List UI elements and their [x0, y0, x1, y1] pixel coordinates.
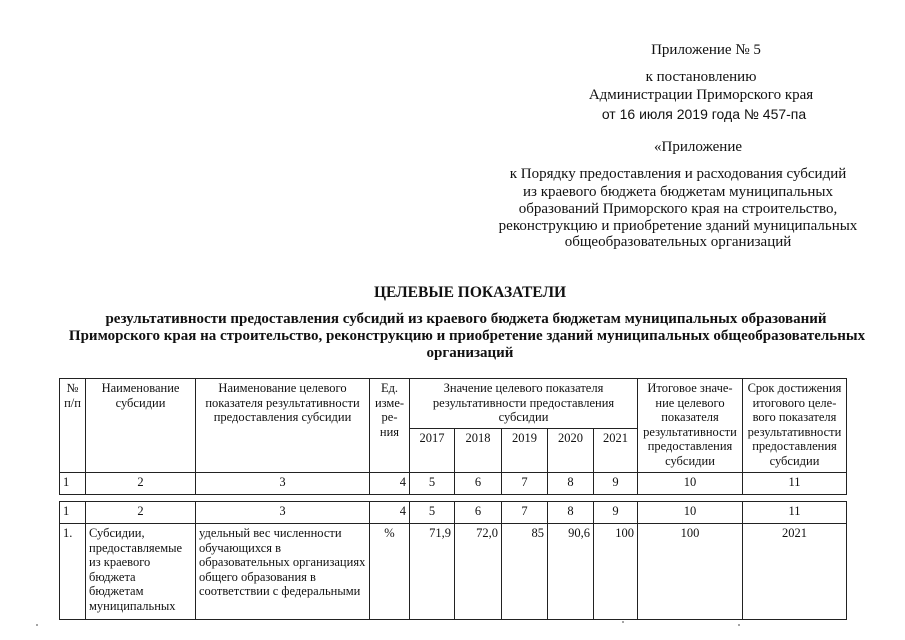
numbering-cell: 4 — [370, 502, 410, 524]
numbering-cell: 4 — [370, 473, 410, 495]
header-year-2020: 2020 — [548, 429, 594, 473]
numbering-cell: 9 — [594, 473, 638, 495]
subtitle-line-1: результативности предоставления субсидий из краевого бюджета бюджетам муниципальных образований — [105, 311, 827, 327]
header-num: № п/п — [60, 379, 86, 473]
numbering-cell: 8 — [548, 473, 594, 495]
subtitle-line-3: организаций — [426, 345, 514, 361]
header-values-group: Значение целевого показателя результативности предоставления субсидии — [410, 379, 638, 429]
header-deadline: Срок достижения итогового целе-вого показателя результативности предоставления субсидии — [743, 379, 847, 473]
order-line-2: из краевого бюджета бюджетам муниципальных — [522, 184, 834, 200]
row-unit: % — [370, 524, 410, 620]
numbering-cell: 6 — [455, 502, 502, 524]
row-indicator: удельный вес численности обучающихся в образовательных организациях общего образования в соответствии с федеральными — [196, 524, 370, 620]
order-line-4: реконструкцию и приобретение зданий муниципальных — [498, 218, 858, 234]
resolution-date: от 16 июля 2019 года № 457-па — [601, 106, 807, 122]
numbering-cell: 5 — [410, 502, 455, 524]
header-year-2017: 2017 — [410, 429, 455, 473]
numbering-cell: 11 — [743, 473, 847, 495]
row-value-2021: 100 — [594, 524, 638, 620]
header-unit: Ед. изме-ре-ния — [370, 379, 410, 473]
resolution-label: к постановлению — [645, 69, 757, 85]
numbering-cell: 5 — [410, 473, 455, 495]
header-year-2021: 2021 — [594, 429, 638, 473]
numbering-row-2 — [60, 502, 847, 524]
numbering-cell: 3 — [196, 502, 370, 524]
numbering-cell: 9 — [594, 502, 638, 524]
numbering-cell: 7 — [502, 473, 548, 495]
numbering-cell: 2 — [86, 473, 196, 495]
numbering-cell: 11 — [743, 502, 847, 524]
numbering-cell: 10 — [638, 502, 743, 524]
subtitle-line-2: Приморского края на строительство, реконструкцию и приобретение зданий муниципальных общеобразовательных — [68, 328, 866, 344]
row-value-2017: 71,9 — [410, 524, 455, 620]
order-line-1: к Порядку предоставления и расходования субсидий — [509, 166, 847, 182]
row-value-2020: 90,6 — [548, 524, 594, 620]
numbering-cell: 3 — [196, 473, 370, 495]
row-num: 1. — [60, 524, 86, 620]
header-year-2019: 2019 — [502, 429, 548, 473]
numbering-row-1 — [60, 473, 847, 495]
row-value-2019: 85 — [502, 524, 548, 620]
document-title: ЦЕЛЕВЫЕ ПОКАЗАТЕЛИ — [373, 284, 567, 301]
table-row — [60, 524, 847, 620]
numbering-cell: 8 — [548, 502, 594, 524]
indicators-table — [59, 378, 847, 620]
administration-label: Администрации Приморского края — [588, 87, 814, 103]
numbering-cell: 6 — [455, 473, 502, 495]
row-final-value: 100 — [638, 524, 743, 620]
numbering-cell: 1 — [60, 473, 86, 495]
header-subsidy-name: Наименование субсидии — [86, 379, 196, 473]
appendix-label: Приложение № 5 — [651, 42, 761, 58]
header-indicator-name: Наименование целевого показателя результативности предоставления субсидии — [196, 379, 370, 473]
numbering-cell: 7 — [502, 502, 548, 524]
order-line-5: общеобразовательных организаций — [564, 234, 792, 250]
row-value-2018: 72,0 — [455, 524, 502, 620]
header-final-value: Итоговое значе-ние целевого показателя результативности предоставления субсидии — [638, 379, 743, 473]
scan-speck — [738, 624, 740, 626]
numbering-cell: 1 — [60, 502, 86, 524]
row-deadline: 2021 — [743, 524, 847, 620]
row-subsidy: Субсидии, предоставляемые из краевого бюджета бюджетам муниципальных — [86, 524, 196, 620]
order-line-3: образований Приморского края на строительство, — [518, 201, 838, 217]
scan-speck — [622, 621, 624, 623]
numbering-cell: 10 — [638, 473, 743, 495]
appendix2-label: «Приложение — [653, 139, 743, 155]
numbering-cell: 2 — [86, 502, 196, 524]
scan-speck — [36, 624, 38, 626]
header-year-2018: 2018 — [455, 429, 502, 473]
